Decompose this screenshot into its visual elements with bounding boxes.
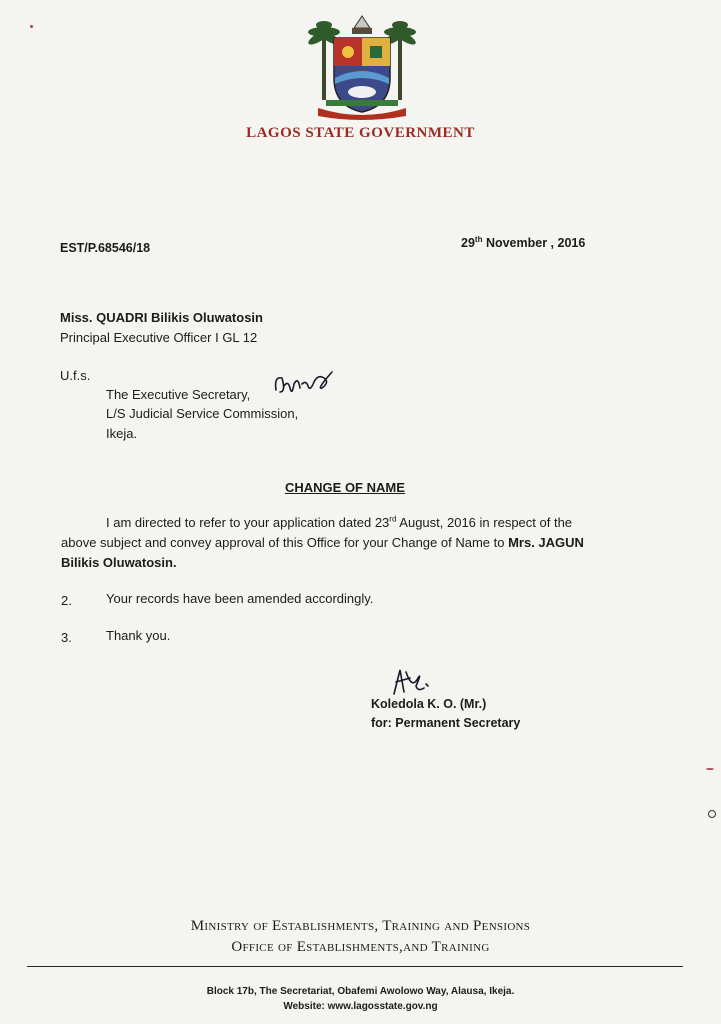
scan-speck (706, 768, 714, 770)
paragraph-3-text: Thank you. (106, 628, 171, 643)
ministry-line-1: Ministry of Establishments, Training and Pensions (190, 918, 531, 934)
p1-line1-text-b: August, 2016 in respect of the (396, 515, 573, 530)
handwritten-initials-signature (272, 366, 340, 400)
handwritten-signature (388, 664, 432, 698)
footer-website: Website: www.lagosstate.gov.ng (283, 1001, 438, 1012)
body-paragraph-1-line-2 (61, 532, 584, 553)
ufs-line-2: L/S Judicial Service Commission, (106, 406, 299, 421)
scan-speck (708, 810, 716, 818)
signatory-title: for: Permanent Secretary (371, 716, 521, 730)
reference-number: EST/P.68546/18 (60, 241, 151, 255)
body-paragraph-1-line-3: Bilikis Oluwatosin. (61, 555, 177, 570)
p1-line1-text-a: I am directed to refer to your application dated 23 (106, 515, 390, 530)
subject-heading: CHANGE OF NAME (285, 480, 405, 495)
p1-superscript: rd (389, 514, 397, 524)
p1-new-name: Mrs. JAGUN (508, 535, 584, 550)
letterhead-government-title: LAGOS STATE GOVERNMENT (246, 125, 475, 141)
ufs-line-3: Ikeja. (106, 426, 138, 441)
p1-line2-text-a: above subject and convey approval of this Office for your Change of Name to (61, 535, 509, 550)
letter-date (461, 236, 585, 250)
body-paragraph-1-line-1 (106, 512, 572, 533)
footer-address: Block 17b, The Secretariat, Obafemi Awolowo Way, Alausa, Ikeja. (206, 986, 515, 997)
recipient-name: Miss. QUADRI Bilikis Oluwatosin (60, 310, 263, 325)
footer-divider (27, 966, 683, 967)
paragraph-2-text: Your records have been amended accordingly. (106, 591, 374, 606)
ufs-line-1: The Executive Secretary, (106, 387, 251, 402)
signatory-name: Koledola K. O. (Mr.) (371, 697, 487, 711)
date-day: 29 (461, 236, 475, 250)
lagos-coat-of-arms-icon (306, 12, 418, 120)
ufs-label: U.f.s. (60, 368, 91, 383)
paragraph-2-number: 2. (61, 593, 72, 608)
date-suffix: th (474, 234, 483, 244)
recipient-position: Principal Executive Officer I GL 12 (60, 330, 258, 345)
paragraph-3-number: 3. (61, 630, 72, 645)
ministry-line-2: Office of Establishments,and Training (231, 939, 490, 955)
date-rest: November , 2016 (482, 236, 586, 250)
scan-speck (30, 25, 33, 28)
